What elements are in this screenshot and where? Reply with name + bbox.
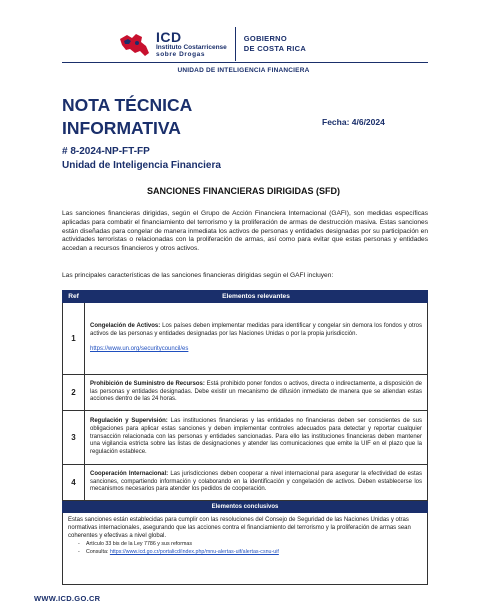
icd-logo-icon [118,29,152,59]
row-description [85,465,428,501]
row-ref: 2 [63,375,85,411]
characteristics-table [62,290,428,585]
logo-line2: sobre Drogas [156,51,206,58]
row-description [85,411,428,465]
row-ref: 1 [63,303,85,375]
footer-website: WWW.ICD.GO.CR [34,594,101,603]
conclusions-list [68,541,422,556]
conclusions-row [63,513,428,585]
row-body: Está prohibido poner fondos o activos, directa o indirectamente, a disposición de las personas y entidades designadas. Debe existir un mecanismo de difusión inmediato de manera que se atiendan estas acciones dentro de las 24 horas. [90,380,422,403]
conclusions-cell [63,513,428,585]
row-description [85,375,428,411]
icd-logo-text [156,30,227,59]
table-row [63,465,428,501]
row-body: Las jurisdicciones deben cooperar a nivel internacional para asegurar la efectividad de estas sanciones, compartiendo información y colaborando en la identificación y congelación de activos. Deben establecerse los mecanismos necesarios para atender los pedidos de cooperación. [90,470,422,493]
document-number: # 8-2024-NP-FT-FP [62,146,150,157]
title-line1: NOTA TÉCNICA [62,95,193,115]
conclusions-text: Estas sanciones están establecidas para cumplir con las resoluciones del Consejo de Seguridad de las Naciones Unidas y otras normativas internacionales, asegurando que las acciones contra el financiamiento del terrorismo y la proliferación de armas sean coherentes y efectivas a nivel global. [68,517,411,539]
row-body: Los países deben implementar medidas para identificar y congelar sin demora los fondos y otros activos de las personas y entidades designadas por las Naciones Unidas o por la propia jurisdicción. [90,323,422,337]
row-ref: 3 [63,411,85,465]
header-rule [62,62,428,63]
table-row [63,303,428,375]
row-ref: 4 [63,465,85,501]
row-body: Las instituciones financieras y las entidades no financieras deben ser conscientes de sus obligaciones para aplicar estas sanciones y deben implementar controles adecuados para detectar y reportar cualquier transacción relacionada con las personas y entidades sancionadas. Para ello las instituciones financieras deben mantener una vigilancia estricta sobre las listas de designaciones y atender las comunicaciones que emite la UIF en el plazo que la regulación establece. [90,418,422,455]
col-elements-header: Elementos relevantes [85,291,428,303]
gov-line2: DE COSTA RICA [243,44,307,53]
conclusions-header: Elementos conclusivos [63,501,428,513]
table-row [63,375,428,411]
document-unit: Unidad de Inteligencia Financiera [62,160,221,171]
intro-paragraph: Las sanciones financieras dirigidas, según el Grupo de Acción Financiera Internacional (GAFI), son medidas específicas aplicadas para combatir el financiamiento del terrorismo y la proliferación de armas de destrucción masiva. Estas sanciones están diseñadas para congelar de manera inmediata los activos de personas y entidades designadas por su participación en actividades terroristas o relacionadas con la proliferación de armas, así como para evitar que estas personas y entidades accedan a recursos financieros y otros activos. [62,210,428,253]
gov-line1: GOBIERNO [243,33,288,43]
government-logo [244,34,306,54]
row-heading: Congelación de Activos: [90,323,161,330]
title-line2: INFORMATIVA [62,117,181,138]
row-heading: Cooperación Internacional: [90,470,169,477]
logo-name: ICD [156,28,182,45]
consulta-label: Consulta: [86,548,110,555]
document-title [62,94,192,140]
list-item [68,549,422,556]
document-date: Fecha: 4/6/2024 [322,117,385,127]
row-heading: Prohibición de Suministro de Recursos: [90,380,205,387]
row-description [85,303,428,375]
unit-heading: UNIDAD DE INTELIGENCIA FINANCIERA [177,67,310,74]
conclusions-header-row [63,501,428,513]
row-heading: Regulación y Supervisión: [90,418,168,425]
header-divider [235,27,236,61]
alertas-csnu-link[interactable]: https://www.icd.go.cr/portalicd/index.php/mnu-alertas-uif/alertas-csnu-uif [109,548,279,555]
section-title: SANCIONES FINANCIERAS DIRIGIDAS (SFD) [146,186,340,196]
col-ref-header: Ref [63,291,85,303]
table-header-row [63,291,428,303]
lead-paragraph: Las principales características de las sanciones financieras dirigidas según el GAFI incluyen: [62,272,334,279]
table-row [63,411,428,465]
un-security-council-link[interactable]: https://www.un.org/securitycouncil/es [90,346,189,353]
list-item: - Artículo 33 bis de la Ley 7786 y sus reformas [68,541,422,548]
logo-line1: Instituto Costarricense [156,43,227,51]
